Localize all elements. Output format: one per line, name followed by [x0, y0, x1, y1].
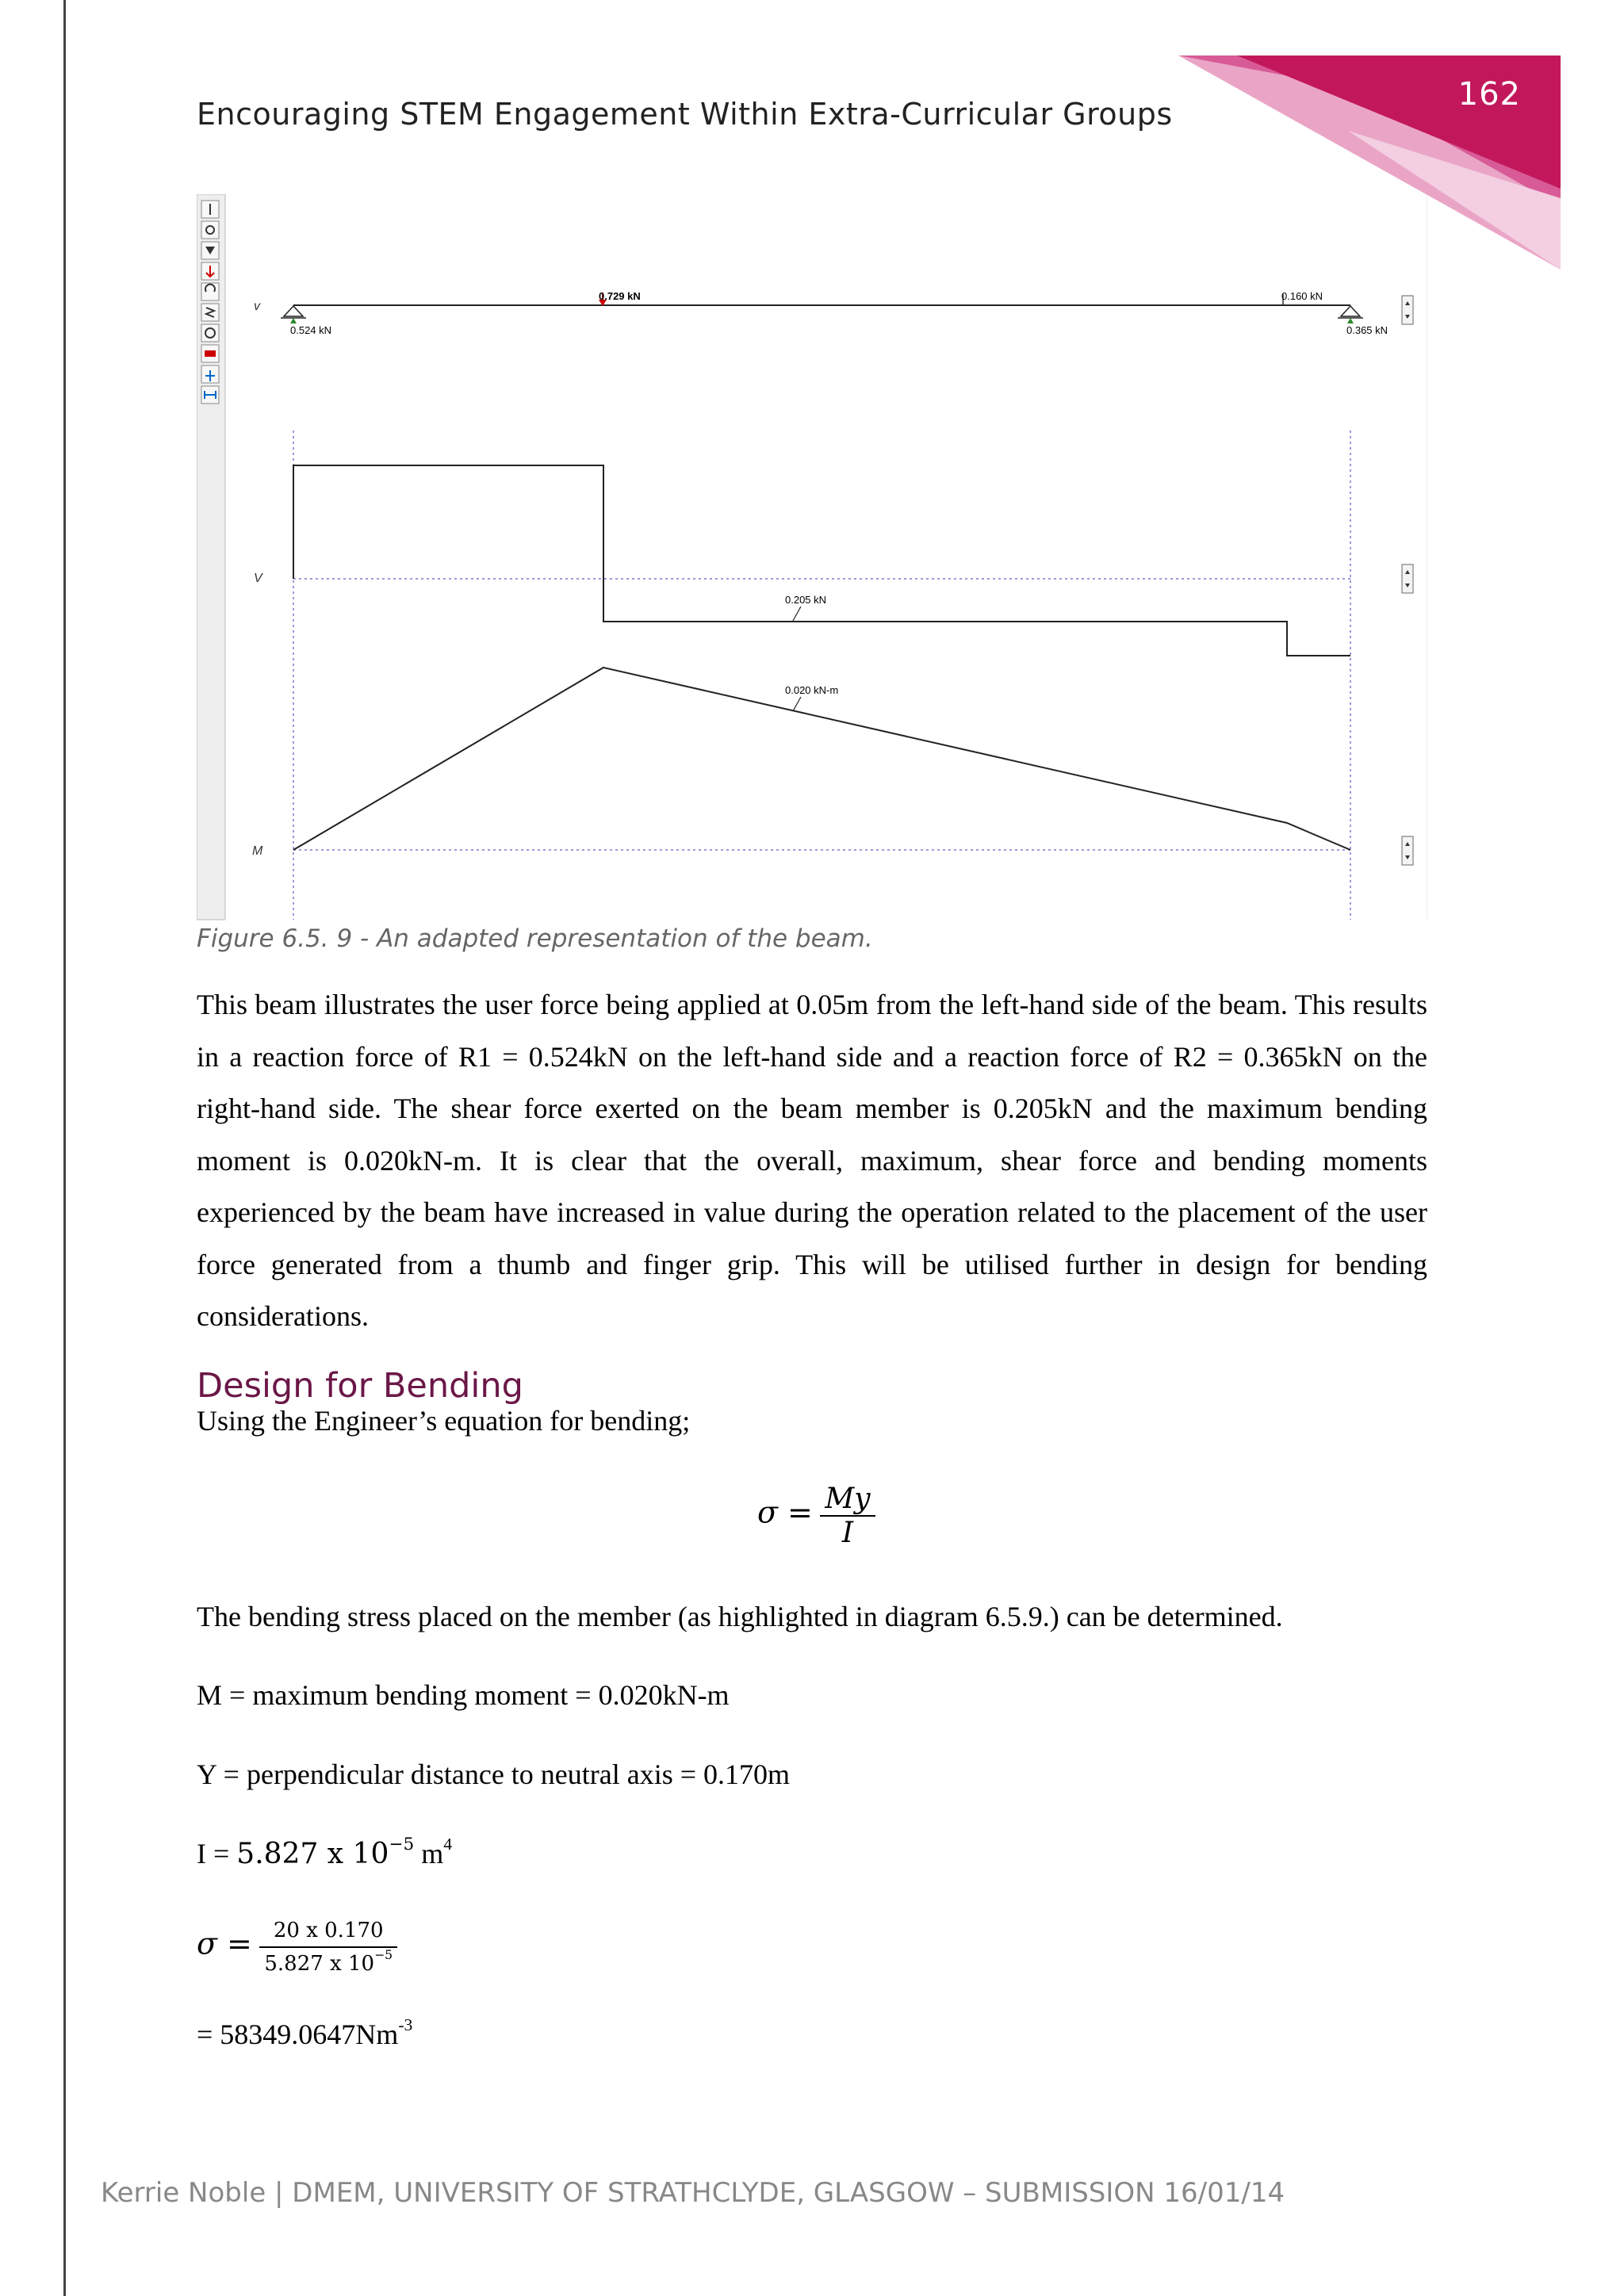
page-left-rule — [63, 0, 66, 2296]
beam-figure — [197, 194, 1427, 924]
moment-label-leader — [793, 697, 801, 711]
beam-diagram — [197, 194, 1427, 924]
calc-denominator — [259, 1946, 397, 1980]
point-load-label: 0.729 kN — [599, 290, 641, 302]
equation-numerator: My — [825, 1483, 871, 1515]
moment-row-scroller[interactable] — [1402, 836, 1413, 865]
inertia-unit: m — [414, 1838, 444, 1869]
page-footer: Kerrie Noble | DMEM, UNIVERSITY OF STRATHCLYDE, GLASGOW – SUBMISSION 16/01/14 — [101, 2177, 1285, 2209]
calc-lhs: σ = — [197, 1926, 252, 1961]
inertia-prefix: I = — [197, 1838, 237, 1869]
page-number: 162 — [1457, 76, 1521, 113]
moment-value-label: 0.020 kN-m — [785, 684, 839, 696]
calc-denominator-base: 5.827 x 10 — [264, 1952, 375, 1976]
calc-numerator: 20 x 0.170 — [273, 1919, 384, 1942]
header-title: Encouraging STEM Engagement Within Extra-Curricular Groups — [197, 97, 1173, 132]
inertia-exponent: −5 — [389, 1835, 415, 1854]
result-exponent: -3 — [398, 2015, 413, 2034]
diagram-toolbar — [197, 194, 225, 920]
stress-result — [197, 2015, 413, 2051]
intro-line: Using the Engineer’s equation for bending; — [197, 1405, 691, 1437]
result-value: = 58349.0647Nm — [197, 2019, 399, 2050]
reaction-left-arrow — [290, 318, 297, 323]
shear-label-leader — [793, 607, 801, 621]
shear-value-label: 0.205 kN — [785, 594, 827, 606]
stress-statement: The bending stress placed on the member (as highlighted in diagram 6.5.9.) can be determined. — [197, 1601, 1283, 1632]
bending-equation — [757, 1483, 875, 1549]
stress-calculation — [197, 1915, 397, 1980]
left-support-icon — [281, 306, 306, 318]
row-label-shear: V — [254, 572, 262, 585]
shear-row-scroller[interactable] — [1402, 564, 1413, 593]
calc-fraction — [259, 1915, 397, 1980]
inertia-unit-exponent: 4 — [443, 1835, 453, 1854]
right-load-label: 0.160 kN — [1281, 290, 1323, 302]
distance-definition: Y = perpendicular distance to neutral axis = 0.170m — [197, 1758, 791, 1790]
reaction-right-label: 0.365 kN — [1346, 324, 1388, 336]
figure-caption: Figure 6.5. 9 - An adapted representation of the beam. — [197, 924, 873, 953]
body-paragraph: This beam illustrates the user force being applied at 0.05m from the left-hand side of the beam. This results in a reaction force of R1 = 0.524kN on the left-hand side and a reaction force of R2 = 0.365kN on the right-hand side. The shear force exerted on the beam member is 0.205kN and the maximum bending moment is 0.020kN-m. It is clear that the overall, maximum, shear force and bending moments experienced by the beam have increased in value during the operation related to the placement of the user force generated from a thumb and finger grip. This will be utilised further in design for bending considerations. — [197, 989, 1427, 1332]
section-heading: Design for Bending — [197, 1366, 523, 1406]
reaction-left-label: 0.524 kN — [290, 324, 332, 336]
inertia-definition — [197, 1837, 452, 1870]
load-row-scroller[interactable] — [1402, 296, 1413, 324]
equation-denominator: I — [820, 1515, 875, 1549]
equation-fraction — [820, 1483, 875, 1549]
shear-force-line — [293, 465, 1350, 656]
right-support-icon — [1338, 306, 1363, 318]
equation-lhs: σ = — [757, 1494, 813, 1530]
row-label-load: v — [254, 300, 260, 313]
row-label-moment: M — [252, 844, 263, 858]
moment-definition: M = maximum bending moment = 0.020kN-m — [197, 1679, 730, 1711]
calc-denominator-exponent: −5 — [374, 1948, 393, 1963]
inertia-value: 5.827 x 10 — [236, 1838, 389, 1870]
reaction-right-arrow — [1347, 318, 1354, 323]
